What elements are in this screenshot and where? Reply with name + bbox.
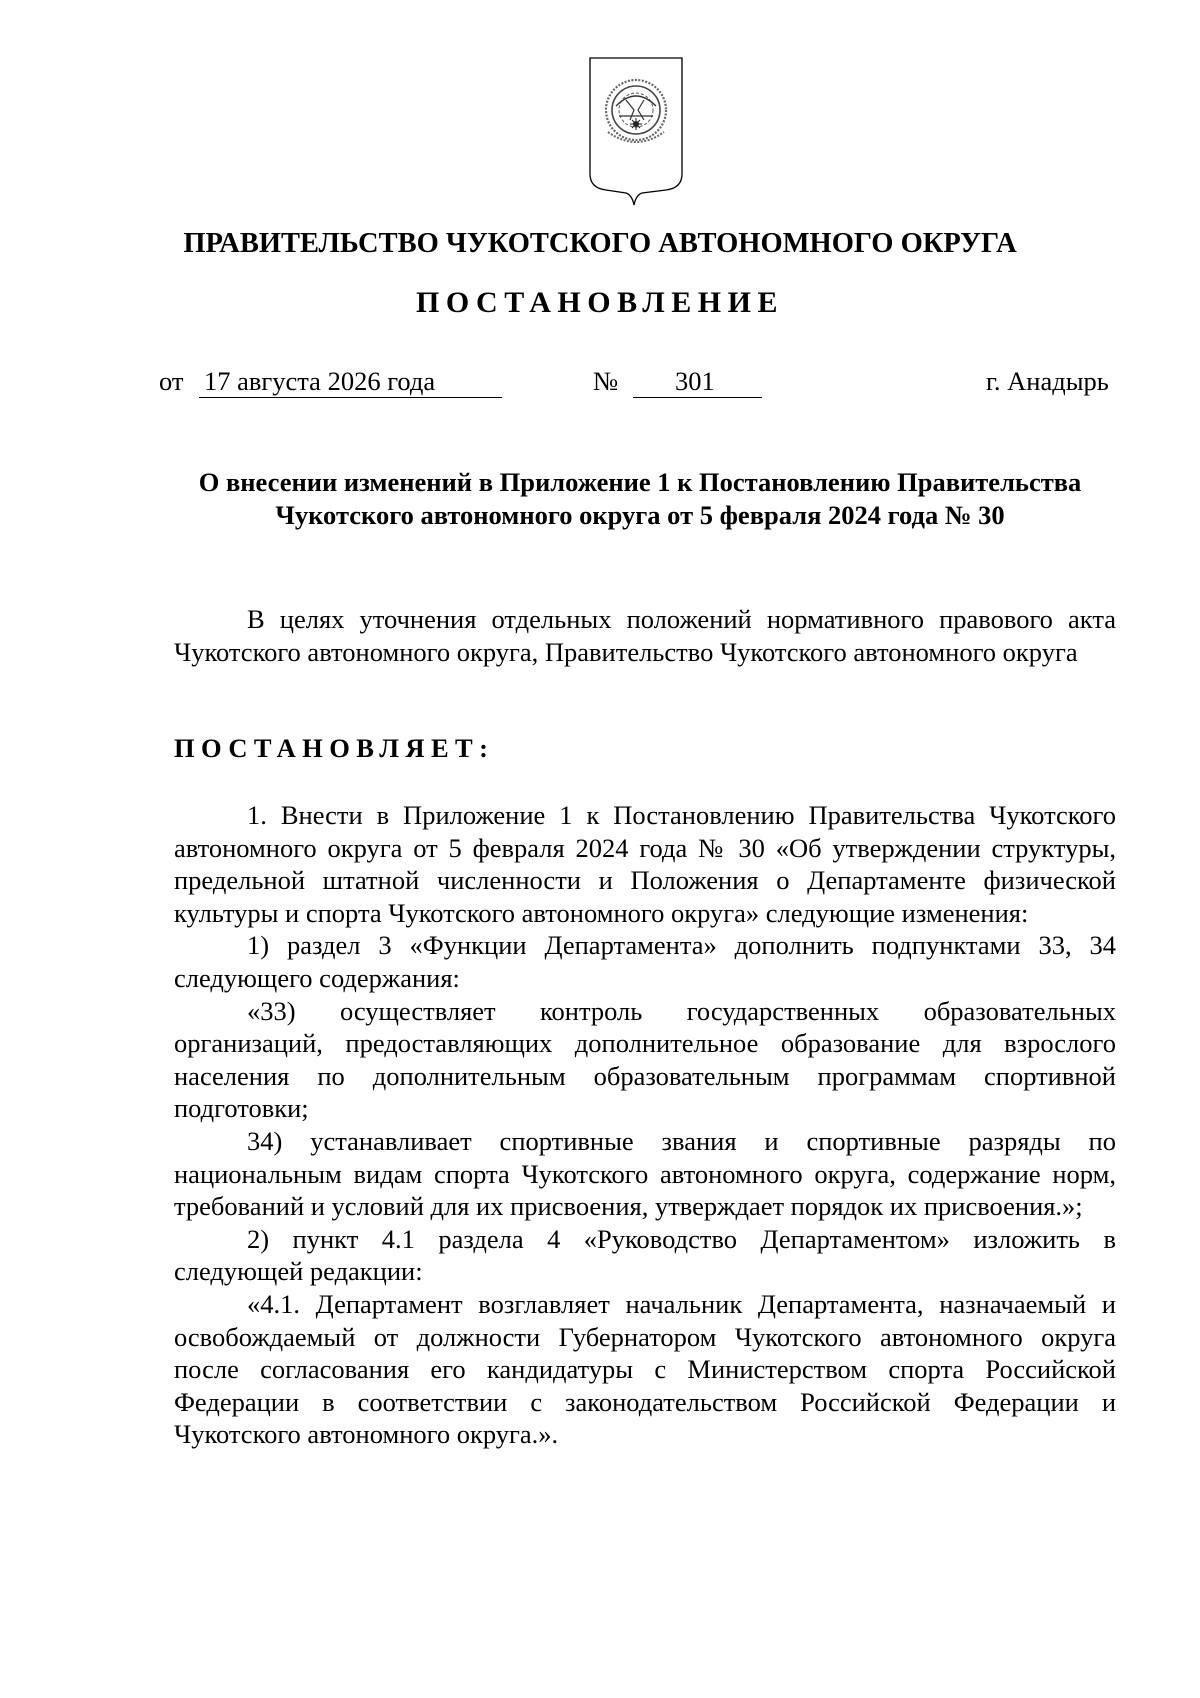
subject-line-1: О внесении изменений в Приложение 1 к Постановлению Правительства — [198, 467, 1082, 497]
document-subject — [170, 466, 1110, 532]
paragraph-subitem-33: «33) осуществляет контроль государственных образовательных организаций, предоставляющих дополнительное образование для взрослого населения по дополнительным образовательным программам спортивной подготовки; — [174, 995, 1116, 1124]
organization-name: ПРАВИТЕЛЬСТВО ЧУКОТСКОГО АВТОНОМНОГО ОКРУГА — [183, 228, 1017, 259]
date-from-label: от — [159, 366, 184, 396]
coat-of-arms-emblem — [586, 56, 686, 206]
paragraph-item-1: 1. Внести в Приложение 1 к Постановлению Правительства Чукотского автономного округа от 5 февраля 2024 года № 30 «Об утверждении структуры, предельной штатной численности и Положения о Департаменте физической культуры и спорта Чукотского автономного округа» следующие изменения: — [174, 800, 1116, 928]
document-type: ПОСТАНОВЛЕНИЕ — [416, 286, 784, 319]
paragraph-subitem-34: 34) устанавливает спортивные звания и спортивные разряды по национальным видам спорта Чукотского автономного округа, содержание норм, требований и условий для их присвоения, утверждает порядок их присвоения.»; — [174, 1125, 1116, 1222]
document-date: 17 августа 2026 года — [204, 366, 436, 396]
preamble-paragraph: В целях уточнения отдельных положений нормативного правового акта Чукотского автономного округа, Правительство Чукотского автономного округа — [174, 604, 1116, 667]
document-number: 301 — [675, 366, 715, 396]
decree-word: ПОСТАНОВЛЯЕТ: — [174, 733, 495, 763]
paragraph-subitem-1: 1) раздел 3 «Функции Департамента» дополнить подпунктами 33, 34 следующего содержания: — [174, 930, 1116, 993]
number-underline — [633, 397, 762, 398]
subject-line-2: Чукотского автономного округа от 5 февраля 2024 года № 30 — [275, 500, 1005, 530]
paragraph-subitem-2: 2) пункт 4.1 раздела 4 «Руководство Департаментом» изложить в следующей редакции: — [174, 1223, 1116, 1287]
number-label: № — [593, 366, 619, 396]
city-name: г. Анадырь — [986, 366, 1109, 396]
preamble-block — [174, 603, 1116, 668]
paragraph-point-4-1: «4.1. Департамент возглавляет начальник Департамента, назначаемый и освобождаемый от должности Губернатором Чукотского автономного округа после согласования его кандидатуры с Министерством спорта Российской Федерации в соответствии с законодательством Российской Федерации и Чукотского автономного округа.». — [174, 1288, 1116, 1450]
date-underline — [199, 397, 502, 398]
decree-body — [174, 799, 1116, 1451]
